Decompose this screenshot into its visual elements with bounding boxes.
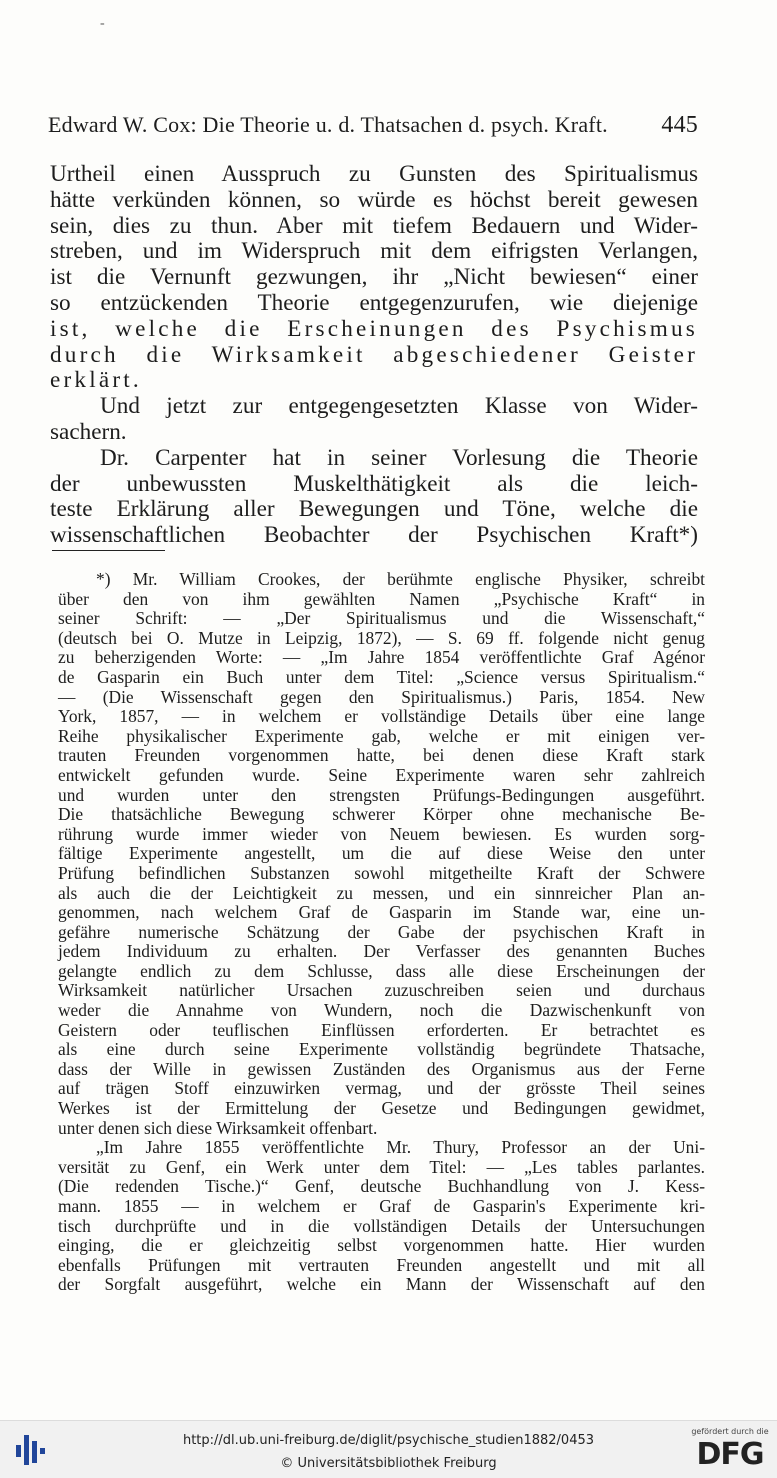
text-line: erklärt.: [50, 367, 142, 394]
footnote-line: auf trägen Stoff einzuwirken vermag, und der grösste Theil seines: [58, 1078, 705, 1099]
footnote-line: weder die Annahme von Wundern, noch die Dazwischenkunft von: [58, 1000, 705, 1021]
running-title: Edward W. Cox: Die Theorie u. d. Thatsachen d. psych. Kraft.: [48, 112, 608, 137]
footnote-rule: [52, 550, 165, 551]
footnote-line: unter denen sich diese Wirksamkeit offenbart.: [58, 1117, 378, 1138]
footnote-line: de Gasparin ein Buch unter dem Titel: „Science versus Spiritualism.“: [58, 666, 705, 687]
footnote-line: *) Mr. William Crookes, der berühmte englische Physiker, schreibt: [96, 569, 705, 589]
funder-note: gefördert durch die: [691, 1427, 769, 1436]
footnote-line: fältige Experimente angestellt, um die auf diese Weise den unter: [58, 843, 705, 864]
footnote-line: Werkes ist der Ermittelung der Gesetze und Bedingungen gewidmet,: [58, 1098, 705, 1119]
footnote-line: gefähre numerische Schätzung der Gabe der psychischen Kraft in: [58, 921, 705, 942]
footnote-line: entwickelt gefunden wurde. Seine Experimente waren sehr zahlreich: [58, 764, 705, 785]
text-line: so entzückenden Theorie entgegenzurufen, wie diejenige: [50, 289, 698, 316]
footnote-line: als eine durch seine Experimente vollständig begründete Thatsache,: [58, 1039, 705, 1060]
footnote-line: einging, die er gleichzeitig selbst vorgenommen hatte. Hier wurden: [58, 1235, 705, 1256]
margin-mark: -: [100, 16, 105, 31]
text-line: sachern.: [50, 418, 127, 445]
footnote-line: und wurden unter den strengsten Prüfungs-Bedingungen ausgeführt.: [58, 784, 705, 805]
footnote-line: Reihe physikalischer Experimente gab, welche er mit einigen ver-: [58, 725, 705, 746]
footnote-line: gelangte endlich zu dem Schlusse, dass alle diese Erscheinungen der: [58, 960, 705, 981]
footnote-line: Prüfung befindlichen Substanzen sowohl mitgetheilte Kraft der Schwere: [58, 862, 705, 883]
text-line: Dr. Carpenter hat in seiner Vorlesung die Theorie: [100, 444, 698, 471]
text-line: durch die Wirksamkeit abgeschiedener Geister: [50, 341, 698, 368]
text-line: Urtheil einen Ausspruch zu Gunsten des Spiritualismus: [50, 161, 698, 187]
footnote-line: ebenfalls Prüfungen mit vertrauten Freunden angestellt und mit all: [58, 1254, 705, 1275]
text-line: streben, und im Widerspruch mit dem eifrigsten Verlangen,: [50, 238, 698, 265]
footnote-line: versität zu Genf, ein Werk unter dem Titel: — „Les tables parlantes.: [58, 1156, 705, 1177]
footnote-line: jedem Individuum zu erhalten. Der Verfasser des genannten Buches: [58, 941, 705, 962]
footnote-line: (deutsch bei O. Mutze in Leipzig, 1872), — S. 69 ff. folgende nicht genug: [58, 627, 705, 648]
text-line: ist, welche die Erscheinungen des Psychismus: [50, 315, 698, 342]
copyright-notice: © Universitätsbibliothek Freiburg: [280, 1456, 497, 1471]
text-line: teste Erklärung aller Bewegungen und Töne, welche die: [50, 496, 698, 523]
footnote-line: Wirksamkeit natürlicher Ursachen zuzuschreiben seien und durchaus: [58, 980, 705, 1001]
footnote-line: der Sorgfalt ausgeführt, welche ein Mann der Wissenschaft auf den: [58, 1274, 705, 1295]
footnote-line: „Im Jahre 1855 veröffentlichte Mr. Thury, Professor an der Uni-: [96, 1137, 705, 1158]
footnote-line: seiner Schrift: — „Der Spiritualismus und die Wissenschaft,“: [58, 608, 705, 629]
footnote-line: als auch die der Leichtigkeit zu messen, und ein sinnreicher Plan an-: [58, 882, 705, 903]
footnote-line: mann. 1855 — in welchem er Graf de Gasparin's Experimente kri-: [58, 1196, 705, 1216]
footnote-line: zu beherzigenden Worte: — „Im Jahre 1854 veröffentlichte Graf Agénor: [58, 647, 705, 668]
footnote-line: rührung wurde immer wieder von Neuem bewiesen. Es wurden sorg-: [58, 823, 705, 844]
running-header: [48, 112, 698, 148]
text-line: ist die Vernunft gezwungen, ihr „Nicht bewiesen“ einer: [50, 264, 698, 291]
footnote-line: Geistern oder teuflischen Einflüssen erforderten. Er betrachtet es: [58, 1019, 705, 1040]
text-line: Und jetzt zur entgegengesetzten Klasse von Wider-: [100, 393, 698, 420]
text-line: sein, dies zu thun. Aber mit tiefem Bedauern und Wider-: [50, 212, 698, 239]
permalink-url[interactable]: http://dl.ub.uni-freiburg.de/diglit/psychische_studien1882/0453: [182, 1433, 595, 1448]
main-text: [50, 162, 698, 549]
footnote-line: York, 1857, — in welchem er vollständige Details über eine lange: [58, 706, 705, 727]
footnote-line: genommen, nach welchem Graf de Gasparin im Stande war, eine un-: [58, 902, 705, 923]
text-line: hätte verkünden können, so würde es höchst bereit gewesen: [50, 186, 698, 213]
viewer-footer: [0, 1420, 777, 1478]
footnote: [58, 570, 705, 1295]
footnote-line: trauten Freunden vorgenommen hatte, bei denen diese Kraft stark: [58, 745, 705, 766]
footnote-line: (Die redenden Tische.)“ Genf, deutsche Buchhandlung von J. Kess-: [58, 1176, 705, 1197]
footnote-line: — (Die Wissenschaft gegen den Spiritualismus.) Paris, 1854. New: [58, 686, 705, 707]
footnote-line: dass der Wille in gewissen Zuständen des Organismus aus der Ferne: [58, 1058, 705, 1079]
text-line: der unbewussten Muskelthätigkeit als die leich-: [50, 470, 698, 497]
dfg-logo: DFG: [696, 1437, 764, 1472]
footnote-line: Die thatsächliche Bewegung schwerer Körper ohne mechanische Be-: [58, 804, 705, 825]
text-line: wissenschaftlichen Beobachter der Psychischen Kraft*): [50, 522, 698, 549]
footnote-line: über den von ihm gewählten Namen „Psychische Kraft“ in: [58, 588, 705, 609]
page-number: 445: [661, 112, 698, 138]
footnote-line: tisch durchprüfte und in die vollständigen Details der Untersuchungen: [58, 1215, 705, 1236]
